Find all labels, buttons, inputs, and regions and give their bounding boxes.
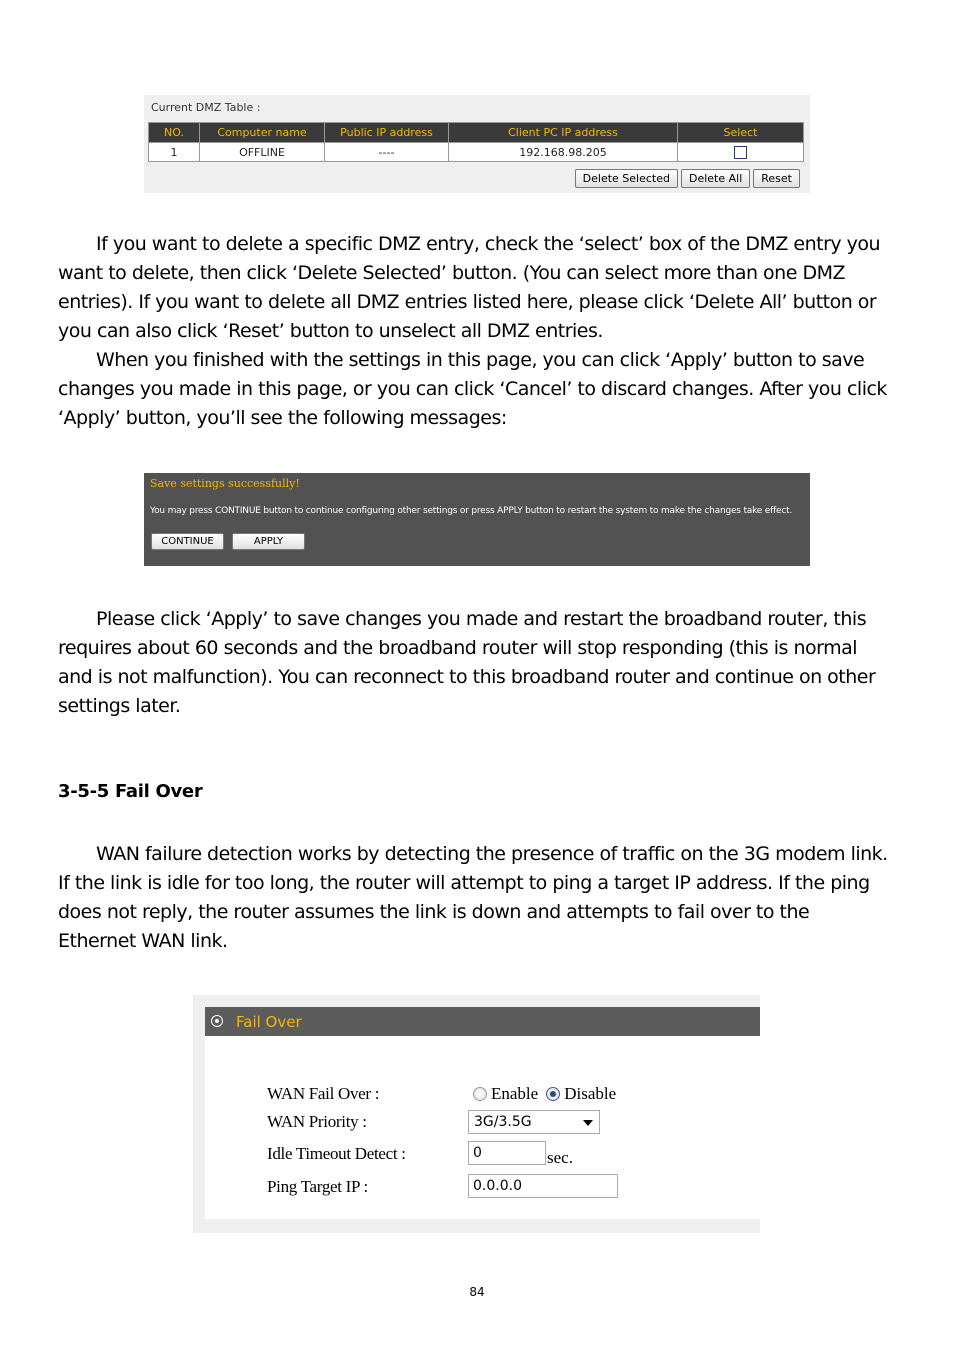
fail-over-panel	[193, 995, 760, 1233]
paragraph-restart-router: Please click ‘Apply’ to save changes you made and restart the broadband router, this requires about 60 seconds and the broadband router will stop responding (this is normal and is not malfunction). You can reconnect to this broadband router and continue on other settings later.	[58, 608, 876, 717]
idle-timeout-input[interactable]: 0	[468, 1141, 546, 1165]
save-message-title: Save settings successfully!	[150, 477, 300, 490]
cell-client-ip: 192.168.98.205	[449, 143, 678, 162]
disable-radio[interactable]	[546, 1087, 560, 1101]
paragraph-delete-dmz: If you want to delete a specific DMZ entry, check the ‘select’ box of the DMZ entry you want to delete, then click ‘Delete Selected’ button. (You can select more than one DMZ entries). If you want to delete all DMZ entries listed here, please click ‘Delete All’ button or you can also click ‘Reset’ button to unselect all DMZ entries.	[58, 233, 881, 342]
dmz-table-panel	[144, 95, 810, 193]
fail-over-title: Fail Over	[236, 1013, 302, 1031]
table-row	[149, 143, 804, 162]
apply-button[interactable]: APPLY	[232, 533, 305, 550]
dmz-table	[148, 122, 804, 162]
enable-radio[interactable]	[473, 1087, 487, 1101]
cell-select	[678, 143, 804, 162]
fail-over-form	[205, 1036, 760, 1219]
disable-label: Disable	[564, 1084, 617, 1103]
delete-selected-button[interactable]: Delete Selected	[575, 169, 678, 188]
wan-priority-value: 3G/3.5G	[474, 1114, 532, 1130]
section-heading: 3-5-5 Fail Over	[58, 781, 203, 802]
idle-timeout-label: Idle Timeout Detect :	[267, 1144, 406, 1163]
wan-fail-over-options	[473, 1084, 624, 1104]
wan-priority-label: WAN Priority :	[267, 1112, 367, 1131]
delete-all-button[interactable]: Delete All	[681, 169, 750, 188]
cell-computer-name: OFFLINE	[200, 143, 325, 162]
col-client-ip: Client PC IP address	[449, 123, 678, 143]
chevron-down-icon	[583, 1120, 593, 1126]
cell-public-ip: ----	[325, 143, 449, 162]
cell-no: 1	[149, 143, 200, 162]
fail-over-header	[205, 1007, 760, 1036]
enable-label: Enable	[491, 1084, 539, 1103]
save-message-panel	[144, 473, 810, 566]
paragraph-wan-failure: WAN failure detection works by detecting the presence of traffic on the 3G modem link. If the link is idle for too long, the router will attempt to ping a target IP address. If the ping does not reply, the router assumes the link is down and attempts to fail over to the Ethernet WAN link.	[58, 843, 888, 952]
page-number: 84	[469, 1285, 485, 1299]
select-checkbox[interactable]	[734, 146, 747, 159]
wan-fail-over-label: WAN Fail Over :	[267, 1084, 380, 1103]
wan-priority-select[interactable]	[468, 1110, 600, 1134]
paragraph-apply-settings: When you finished with the settings in this page, you can click ‘Apply’ button to save changes you made in this page, or you can click ‘Cancel’ to discard changes. After you click ‘Apply’ button, you’ll see the following messages:	[58, 349, 887, 429]
col-no: NO.	[149, 123, 200, 143]
ping-target-label: Ping Target IP :	[267, 1177, 368, 1196]
dmz-table-caption: Current DMZ Table :	[151, 101, 261, 114]
reset-button[interactable]: Reset	[753, 169, 800, 188]
col-select: Select	[678, 123, 804, 143]
col-computer-name: Computer name	[200, 123, 325, 143]
radio-bullet-icon	[211, 1015, 223, 1027]
ping-target-input[interactable]: 0.0.0.0	[468, 1174, 618, 1198]
continue-button[interactable]: CONTINUE	[151, 533, 224, 550]
save-message-text: You may press CONTINUE button to continue configuring other settings or press APPLY button to restart the system to make the changes take effect.	[150, 506, 793, 516]
idle-timeout-unit: sec.	[547, 1148, 573, 1167]
col-public-ip: Public IP address	[325, 123, 449, 143]
